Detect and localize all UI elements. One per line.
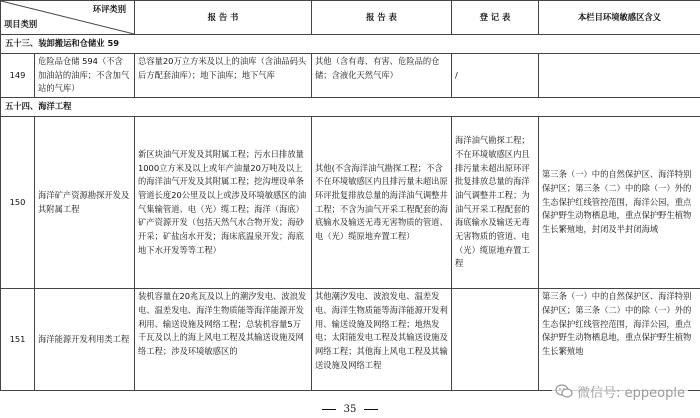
- watermark-text: 微信号: eppeople: [577, 386, 685, 401]
- project-category-cell: 危险品仓储 594（不含加油站的油库；不含加气站的气库）: [35, 54, 135, 98]
- footer-dash-right: [364, 409, 378, 410]
- report-table-cell: 其他（含有毒、有害、危险品的仓储；含液化天然气库）: [312, 54, 452, 98]
- sensitive-area-cell: [539, 54, 700, 98]
- diagonal-header-cell: [1, 1, 135, 35]
- wechat-watermark: [552, 381, 688, 402]
- section-row: [1, 35, 700, 54]
- section-title: 五十四、海洋工程: [1, 98, 700, 117]
- wechat-icon: [555, 384, 573, 399]
- page-number: 35: [343, 403, 357, 415]
- project-category-cell: 海洋矿产资源勘探开发及其附属工程: [35, 117, 135, 289]
- sensitive-area-cell: 第三条（一）中的自然保护区、海洋特别保护区；第三条（二）中的除（一）外的生态保护红线管控范围，海洋公园，重点保护野生动物栖息地，重点保护野生植物生长繁殖地: [539, 289, 700, 391]
- header-project-category: 项目类别: [4, 19, 38, 30]
- registration-cell: 海洋油气勘探工程；不在环境敏感区内且排污量未超出原环评批复排放总量的海洋油气调整井工程；为油气开采工程配套的海底输水及输送无毒无害物质的管道、电（光）缆原地弃置工程: [452, 117, 539, 289]
- project-category-cell: 海洋能源开发利用类工程: [35, 289, 135, 391]
- section-title: 五十三、装卸搬运和仓储业 59: [1, 35, 700, 54]
- registration-cell: [452, 289, 539, 391]
- header-report-book: 报 告 书: [135, 1, 312, 35]
- report-table-cell: 其他潮汐发电、波浪发电、温差发电、海洋生物质能等海洋能源开发利用、输送设施及网络工程；地热发电；太阳能发电工程及其输送设施及网络工程；其他海上风电工程及其输送设施及网络工程: [312, 289, 452, 391]
- section-row: [1, 98, 700, 117]
- row-number: 151: [1, 289, 35, 391]
- row-number: 149: [1, 54, 35, 98]
- report-table-cell: 其他(不含海洋油气勘探工程；不含不在环境敏感区内且排污量未超出原环评批复排放总量的海洋油气调整井工程；不含为油气开采工程配套的海底输水及输送无毒无害物质的管道、电（光）缆原地弃置工程）: [312, 117, 452, 289]
- header-sensitive-area: 本栏目环境敏感区含义: [539, 1, 700, 35]
- header-registration-form: 登 记 表: [452, 1, 539, 35]
- header-eia-category: 环评类别: [92, 4, 126, 14]
- report-book-cell: 新区块油气开发及其附属工程；污水日排放量1000立方米及以上或年产油量20万吨及以上的海洋油气开发及其附属工程；挖沟埋设单条管道长度20公里及以上或涉及环境敏感区的油气集输管道、电（光）缆工程；海洋（海底）矿产资源开发（包括天然气水合物开发；海砂开采；矿盐卤水开发；海床底温泉开发；海底地下水开发等等工程）: [135, 117, 312, 289]
- row-number: 150: [1, 117, 35, 289]
- footer-dash-left: [322, 409, 336, 410]
- sensitive-area-cell: 第三条（一）中的自然保护区、海洋特别保护区；第三条（二）中的除（一）外的生态保护红线管控范围，海洋公园，重点保护野生动物栖息地，重点保护野生植物生长繁殖地，封闭及半封闭海域: [539, 117, 700, 289]
- page-footer: [0, 402, 700, 416]
- table-row: [1, 54, 700, 98]
- registration-cell: /: [452, 54, 539, 98]
- table-row: [1, 289, 700, 391]
- report-book-cell: 总容量20万立方米及以上的油库（含油品码头后方配套油库）；地下油库；地下气库: [135, 54, 312, 98]
- report-book-cell: 装机容量在20兆瓦及以上的潮汐发电、波浪发电、温差发电、海洋生物质能等海洋能源开发利用、输送设施及网络工程；总装机容量5万千瓦及以上的海上风电工程及其输送设施及网络工程；涉及环境敏感区的: [135, 289, 312, 391]
- table-row: [1, 117, 700, 289]
- header-report-table: 报 告 表: [312, 1, 452, 35]
- table-header-row: [1, 1, 700, 35]
